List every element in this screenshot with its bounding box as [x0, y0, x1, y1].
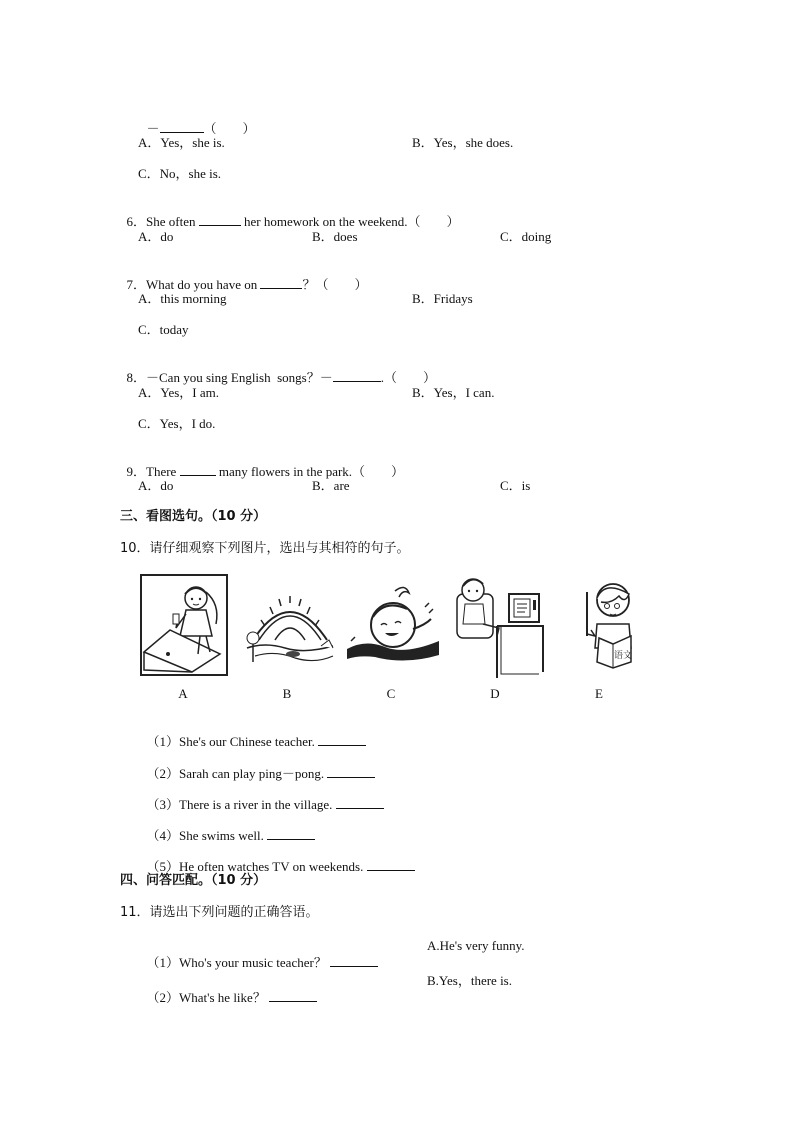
q10-blank-3[interactable]	[336, 796, 384, 809]
picture-label-e: E	[595, 686, 603, 701]
picture-label-d: D	[490, 686, 500, 701]
q9-text-before: There	[146, 464, 180, 479]
q11-question-text: （1）Who's your music teacher？	[146, 955, 331, 970]
q9-question	[120, 447, 404, 480]
picture-c	[345, 585, 441, 665]
q11-question-1	[140, 938, 378, 971]
q7-option-c[interactable]: C．today	[138, 322, 189, 337]
q6-number: 6．	[126, 214, 147, 229]
q11-question-text: （2）What's he like？	[146, 990, 270, 1005]
picture-label-c: C	[386, 686, 396, 701]
q10-item-4	[140, 811, 315, 844]
q11-instruction: 11．请选出下列问题的正确答语。	[120, 905, 319, 920]
section-3-title: 三、看图选句。（10 分）	[120, 509, 267, 524]
answer-blank[interactable]	[160, 120, 204, 133]
picture-b	[245, 586, 335, 666]
q10-blank-4[interactable]	[267, 827, 315, 840]
q7-blank[interactable]	[260, 276, 302, 289]
q7-number: 7．	[126, 277, 147, 292]
q8-option-b[interactable]: B．Yes，I can.	[412, 385, 495, 400]
picture-e	[583, 578, 639, 670]
q5-option-a[interactable]: A．Yes，she is.	[138, 135, 225, 150]
q9-number: 9．	[126, 464, 147, 479]
q8-text-after: .（ ）	[380, 370, 436, 385]
q8-blank[interactable]	[333, 369, 381, 382]
girl-swimming-illustration	[345, 585, 441, 665]
q10-item-text: （2）Sarah can play ping－pong.	[146, 766, 328, 781]
q5-option-c[interactable]: C．No，she is.	[138, 166, 222, 181]
q7-text-before: What do you have on	[146, 277, 261, 292]
q10-item-text: （5）He often watches TV on weekends.	[146, 859, 367, 874]
q10-item-2	[140, 749, 375, 782]
q11-answer-b: B.Yes，there is.	[427, 973, 512, 988]
picture-label-b: B	[282, 686, 292, 701]
q7-option-a[interactable]: A．this morning	[138, 291, 227, 306]
q10-item-text: （3）There is a river in the village.	[146, 797, 336, 812]
q6-text-before: She often	[146, 214, 199, 229]
q9-text-after: many flowers in the park.（ ）	[215, 464, 405, 479]
q8-option-c[interactable]: C．Yes，I do.	[138, 416, 216, 431]
q9-option-c[interactable]: C．is	[500, 478, 531, 493]
picture-d	[453, 574, 547, 678]
q6-option-a[interactable]: A．do	[138, 229, 174, 244]
dash: －	[146, 121, 160, 136]
q6-question	[120, 197, 460, 230]
q11-blank-1[interactable]	[330, 954, 378, 967]
q6-option-c[interactable]: C．doing	[500, 229, 552, 244]
book-cover-text: 语文	[614, 651, 633, 661]
q10-blank-1[interactable]	[318, 733, 366, 746]
q11-question-2	[140, 973, 317, 1006]
q11-blank-2[interactable]	[269, 989, 317, 1002]
q6-blank[interactable]	[199, 213, 241, 226]
q11-answer-a: A.He's very funny.	[427, 938, 525, 953]
girl-drinking-illustration	[140, 574, 228, 676]
chinese-teacher-illustration	[583, 578, 639, 670]
q5-answer-line	[140, 104, 256, 137]
q7-question	[120, 260, 367, 293]
q9-option-a[interactable]: A．do	[138, 478, 174, 493]
q10-item-text: （4）She swims well.	[146, 828, 268, 843]
q10-item-1	[140, 717, 366, 750]
q9-option-b[interactable]: B．are	[312, 478, 350, 493]
bridge-river-illustration	[245, 586, 335, 666]
q9-blank[interactable]	[180, 463, 216, 476]
q10-blank-2[interactable]	[327, 765, 375, 778]
section-4-title: 四、问答匹配。（10 分）	[120, 873, 267, 888]
boy-watching-tv-illustration	[453, 574, 547, 678]
q10-item-5	[140, 842, 415, 875]
q8-option-a[interactable]: A．Yes，I am.	[138, 385, 220, 400]
q5-option-b[interactable]: B．Yes，she does.	[412, 135, 514, 150]
q8-question	[120, 353, 436, 386]
q6-text-after: her homework on the weekend.（ ）	[240, 214, 460, 229]
q7-option-b[interactable]: B．Fridays	[412, 291, 473, 306]
q10-blank-5[interactable]	[367, 858, 415, 871]
picture-label-a: A	[178, 686, 188, 701]
q10-item-text: （1）She's our Chinese teacher.	[146, 734, 319, 749]
q8-number: 8．	[126, 370, 147, 385]
q7-text-after: ？（ ）	[302, 277, 368, 292]
answer-paren: （ ）	[203, 121, 256, 136]
picture-a	[140, 574, 228, 676]
q10-item-3	[140, 780, 384, 813]
q10-instruction: 10．请仔细观察下列图片，选出与其相符的句子。	[120, 541, 410, 556]
q8-text-before: －Can you sing English songs？－	[146, 370, 333, 385]
q6-option-b[interactable]: B．does	[312, 229, 358, 244]
